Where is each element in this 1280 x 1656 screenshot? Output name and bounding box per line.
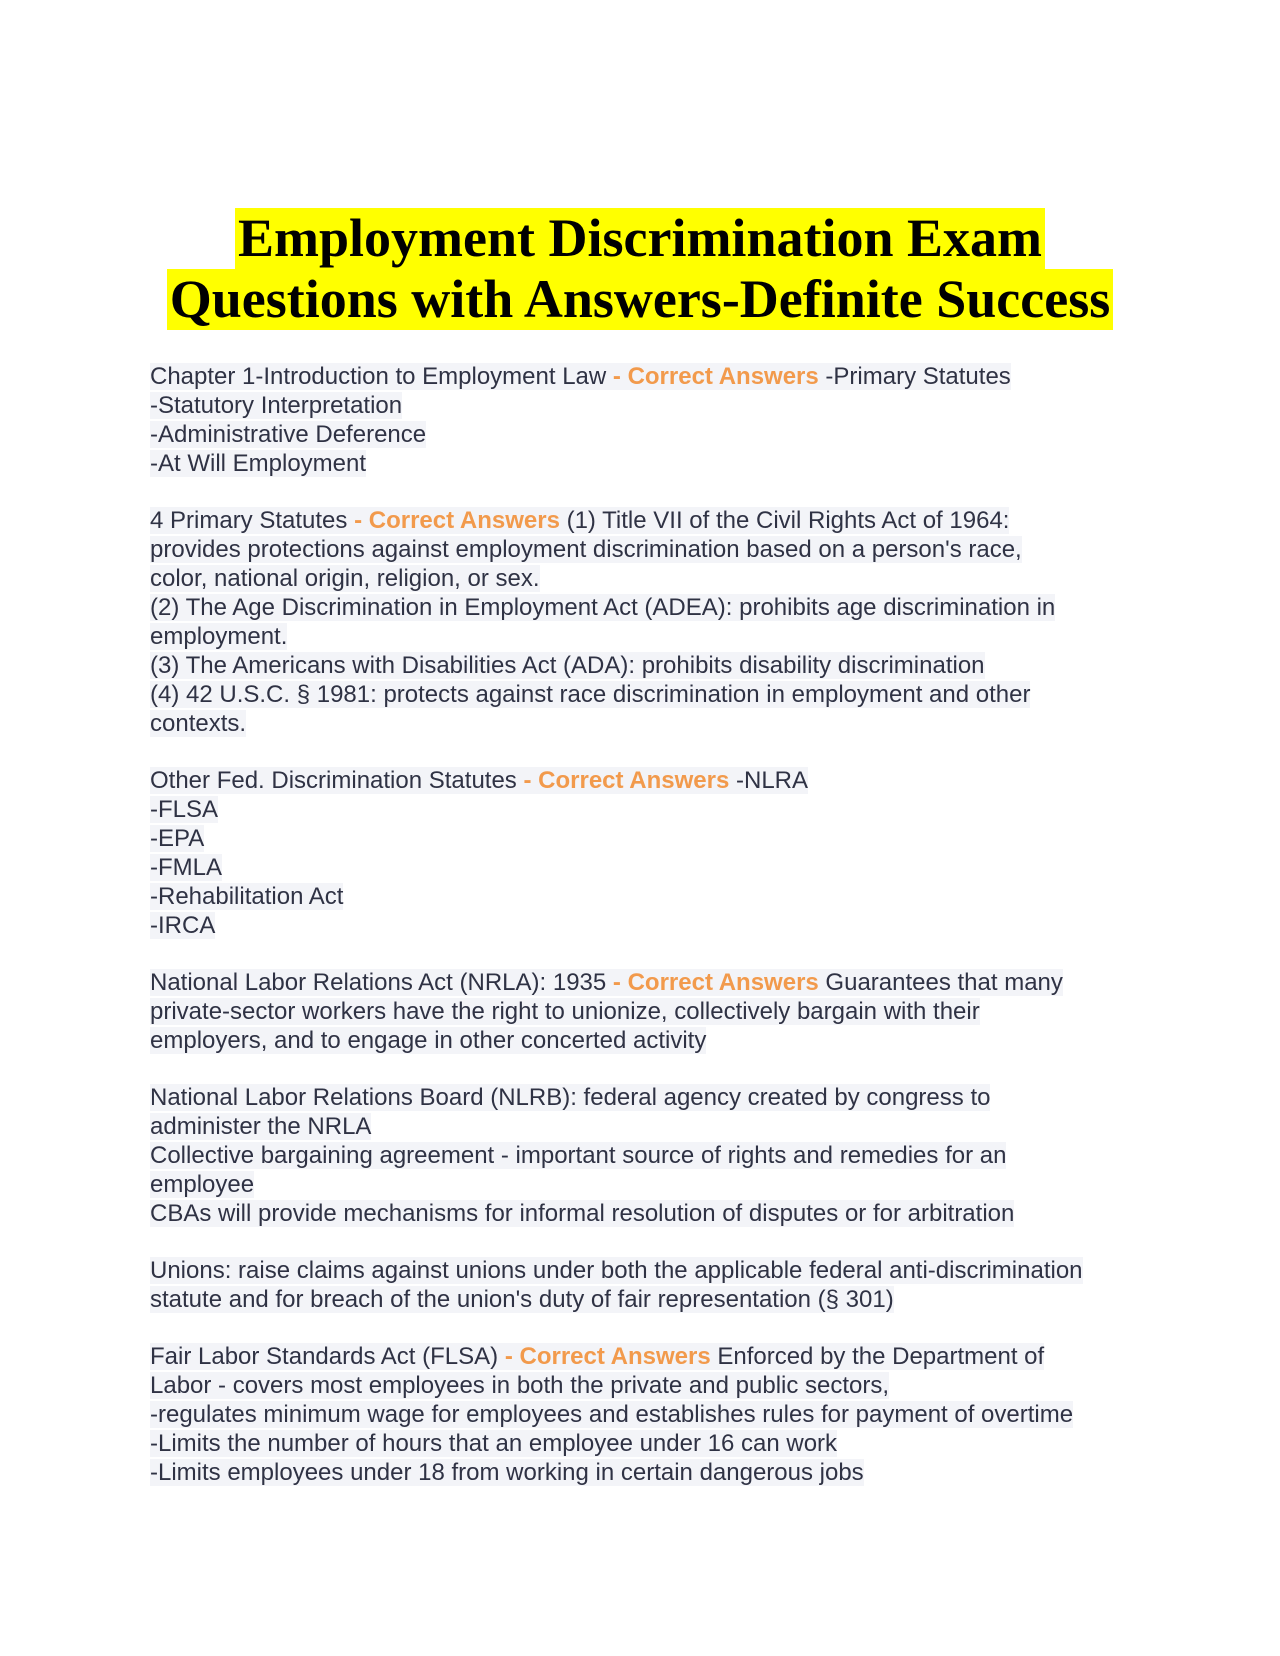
answer-line: -regulates minimum wage for employees and establishes rules for payment of overtime bbox=[150, 1401, 1074, 1428]
answer-line: (4) 42 U.S.C. § 1981: protects against race discrimination in employment and other bbox=[150, 681, 1031, 708]
answer-line: -At Will Employment bbox=[150, 450, 367, 477]
correct-answers-marker: - Correct Answers bbox=[612, 969, 819, 996]
answer-text: Enforced by the Department of bbox=[710, 1343, 1045, 1370]
document-title bbox=[0, 208, 1280, 330]
title-line-2: Questions with Answers-Definite Success bbox=[167, 269, 1114, 330]
answer-line: color, national origin, religion, or sex. bbox=[150, 565, 540, 592]
answer-line: (2) The Age Discrimination in Employment Act (ADEA): prohibits age discrimination in bbox=[150, 594, 1056, 621]
qa-first-line bbox=[150, 506, 1150, 535]
text-line: administer the NRLA bbox=[150, 1113, 372, 1140]
text-line: CBAs will provide mechanisms for informal resolution of disputes or for arbitration bbox=[150, 1200, 1015, 1227]
title-line-1: Employment Discrimination Exam bbox=[235, 208, 1045, 269]
answer-text: Guarantees that many bbox=[818, 969, 1063, 996]
text-line: employee bbox=[150, 1171, 255, 1198]
question-text: National Labor Relations Act (NRLA): 1935 bbox=[150, 969, 613, 996]
answer-line: employment. bbox=[150, 623, 288, 650]
text-line: Collective bargaining agreement - important source of rights and remedies for an bbox=[150, 1142, 1007, 1169]
correct-answers-marker: - Correct Answers bbox=[354, 507, 560, 534]
qa-first-line bbox=[150, 968, 1150, 997]
answer-line: provides protections against employment discrimination based on a person's race, bbox=[150, 536, 1022, 563]
qa-entry bbox=[150, 506, 1150, 738]
qa-entry bbox=[150, 766, 1150, 940]
answer-line: -FMLA bbox=[150, 854, 222, 881]
question-text: Fair Labor Standards Act (FLSA) bbox=[150, 1343, 505, 1370]
answer-line: -Limits employees under 18 from working in certain dangerous jobs bbox=[150, 1459, 864, 1486]
answer-line: -Rehabilitation Act bbox=[150, 883, 344, 910]
answer-line: Labor - covers most employees in both the private and public sectors, bbox=[150, 1372, 890, 1399]
answer-line: contexts. bbox=[150, 710, 247, 737]
answer-line: private-sector workers have the right to unionize, collectively bargain with their bbox=[150, 998, 980, 1025]
document-body bbox=[150, 362, 1150, 1515]
answer-line: -Statutory Interpretation bbox=[150, 392, 403, 419]
correct-answers-marker: - Correct Answers bbox=[504, 1343, 711, 1370]
answer-line: employers, and to engage in other concerted activity bbox=[150, 1027, 707, 1054]
correct-answers-marker: - Correct Answers bbox=[612, 363, 819, 390]
qa-entry bbox=[150, 1342, 1150, 1487]
text-line: statute and for breach of the union's duty of fair representation (§ 301) bbox=[150, 1286, 894, 1313]
qa-first-line bbox=[150, 766, 1150, 795]
correct-answers-marker: - Correct Answers bbox=[523, 767, 730, 794]
answer-line: -EPA bbox=[150, 825, 205, 852]
qa-first-line bbox=[150, 1342, 1150, 1371]
question-text: Other Fed. Discrimination Statutes bbox=[150, 767, 524, 794]
question-text: Chapter 1-Introduction to Employment Law bbox=[150, 363, 613, 390]
question-text: 4 Primary Statutes bbox=[150, 507, 355, 534]
text-line: Unions: raise claims against unions under both the applicable federal anti-discrimination bbox=[150, 1257, 1083, 1284]
answer-line: (3) The Americans with Disabilities Act (ADA): prohibits disability discrimination bbox=[150, 652, 985, 679]
answer-line: -Administrative Deference bbox=[150, 421, 427, 448]
answer-text: (1) Title VII of the Civil Rights Act of 1964: bbox=[559, 507, 1010, 534]
answer-line: -IRCA bbox=[150, 912, 216, 939]
answer-text: -Primary Statutes bbox=[818, 363, 1011, 390]
answer-line: -Limits the number of hours that an employee under 16 can work bbox=[150, 1430, 838, 1457]
text-block bbox=[150, 1256, 1150, 1314]
text-line: National Labor Relations Board (NLRB): federal agency created by congress to bbox=[150, 1084, 991, 1111]
text-block bbox=[150, 1083, 1150, 1228]
qa-first-line bbox=[150, 362, 1150, 391]
answer-line: -FLSA bbox=[150, 796, 219, 823]
qa-entry bbox=[150, 968, 1150, 1055]
answer-text: -NLRA bbox=[729, 767, 809, 794]
qa-entry bbox=[150, 362, 1150, 478]
